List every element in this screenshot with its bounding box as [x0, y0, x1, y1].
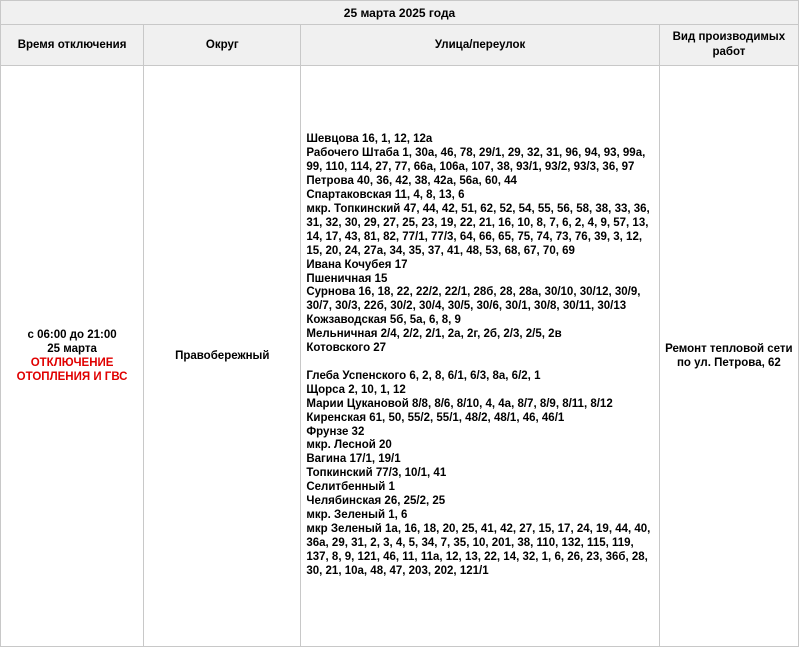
street-entry: мкр. Зеленый 1, 6: [306, 509, 408, 522]
street-entry: Шевцова 16, 1, 12, 12а: [306, 133, 433, 146]
date-header: 25 марта 2025 года: [1, 1, 799, 25]
street-entry: Петрова 40, 36, 42, 38, 42а, 56а, 60, 44: [306, 175, 517, 188]
work-cell: Ремонт тепловой сети по ул. Петрова, 62: [659, 66, 798, 647]
street-entry: Селитбенный 1: [306, 481, 395, 494]
street-entry: Киренская 61, 50, 55/2, 55/1, 48/2, 48/1, 46, 46/1: [306, 411, 565, 424]
street-entry: Глеба Успенского 6, 2, 8, 6/1, 6/3, 8а, 6/2, 1: [306, 369, 541, 382]
street-entry: Мельничная 2/4, 2/2, 2/1, 2а, 2г, 2б, 2/3, 2/5, 2в: [306, 328, 562, 341]
district-cell: Правобережный: [144, 66, 301, 647]
time-column-header: Время отключения: [1, 25, 144, 66]
table-row: [1, 66, 799, 647]
outage-type-line-1: ОТКЛЮЧЕНИЕ: [30, 357, 114, 369]
street-entry: Спартаковская 11, 4, 8, 13, 6: [306, 189, 465, 202]
time-range: с 06:00 до 21:00: [27, 329, 117, 341]
district-column-header: Округ: [144, 25, 301, 66]
street-entry: Челябинская 26, 25/2, 25: [306, 495, 446, 508]
street-entry: Щорса 2, 10, 1, 12: [306, 383, 406, 396]
street-entry: Рабочего Штаба 1, 30а, 46, 78, 29/1, 29, 32, 31, 96, 94, 93, 99а, 99, 110, 114, 27, 77, 66а, 106а, 107, 38, 93/1, 93/2, 93/3, 36, 97: [306, 147, 646, 174]
street-list: [301, 133, 658, 578]
time-cell: [1, 66, 144, 647]
street-entry: мкр. Лесной 20: [306, 439, 392, 452]
street-entry: Ивана Кочубея 17: [306, 258, 408, 271]
outage-type-line-2: ОТОПЛЕНИЯ И ГВС: [16, 371, 128, 383]
street-entry: Марии Цукановой 8/8, 8/6, 8/10, 4, 4а, 8/7, 8/9, 8/11, 8/12: [306, 397, 613, 410]
street-group-2: [306, 370, 652, 579]
street-group-gap: [306, 356, 652, 370]
streets-cell: [301, 66, 659, 647]
street-entry: мкр Зеленый 1а, 16, 18, 20, 25, 41, 42, 27, 15, 17, 24, 19, 44, 40, 36а, 29, 31, 2, 3, 4, 5, 34, 7, 35, 10, 201, 38, 110, 132, 115, 119, 137, 8, 9, 121, 46, 11, 11а, 12, 13, 22, 14, 32, 1, 6, 26, 23, 36б, 28, 30, 21, 10а, 48, 47, 203, 202, 121/1: [306, 522, 651, 577]
street-column-header: Улица/переулок: [301, 25, 659, 66]
street-entry: Пшеничная 15: [306, 272, 388, 285]
street-group-1: [306, 133, 652, 356]
work-column-header: Вид производимых работ: [659, 25, 798, 66]
street-entry: Фрунзе 32: [306, 425, 365, 438]
date-header-row: [1, 1, 799, 25]
street-entry: Сурнова 16, 18, 22, 22/2, 22/1, 28б, 28, 28а, 30/10, 30/12, 30/9, 30/7, 30/3, 22б, 30/2, 30/4, 30/5, 30/6, 30/1, 30/8, 30/11, 30/13: [306, 286, 641, 313]
time-date: 25 марта: [47, 343, 97, 355]
street-entry: Топкинский 77/3, 10/1, 41: [306, 467, 447, 480]
street-entry: Вагина 17/1, 19/1: [306, 453, 401, 466]
street-entry: Кожзаводская 5б, 5а, 6, 8, 9: [306, 314, 461, 327]
street-entry: мкр. Топкинский 47, 44, 42, 51, 62, 52, 54, 55, 56, 58, 38, 33, 36, 31, 32, 30, 29, 27, 25, 23, 19, 22, 21, 16, 10, 8, 7, 6, 2, 4, 9, 57, 13, 14, 17, 43, 81, 82, 77/1, 77/3, 64, 66, 65, 75, 74, 73, 76, 39, 3, 12, 15, 20, 24, 27а, 34, 35, 37, 41, 48, 53, 68, 67, 70, 69: [306, 202, 650, 257]
street-entry: Котовского 27: [306, 342, 387, 355]
column-header-row: [1, 25, 799, 66]
